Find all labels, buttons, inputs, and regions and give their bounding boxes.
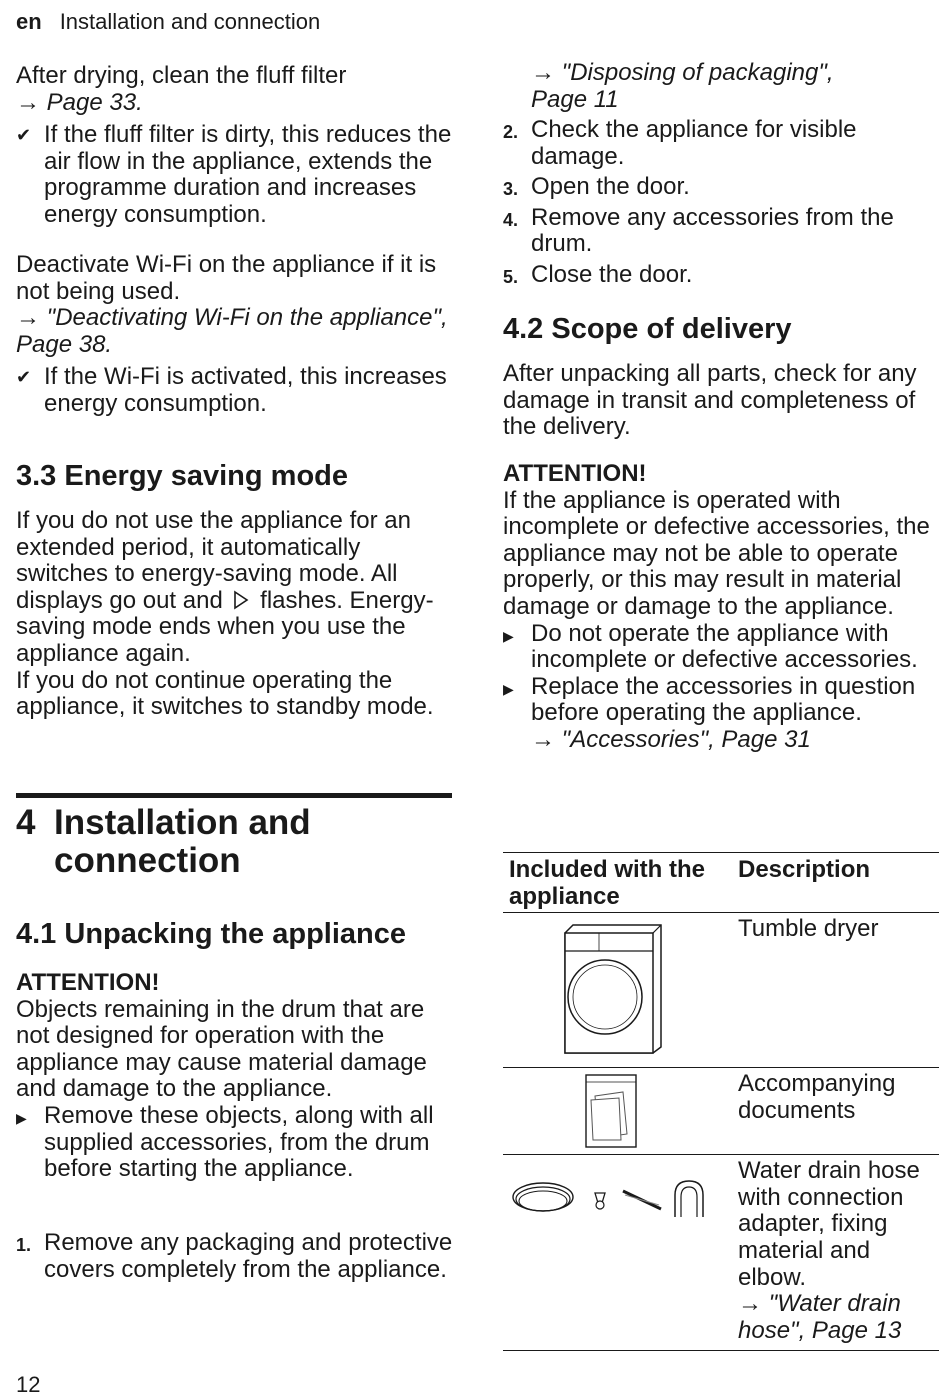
step-item: 2. Check the appliance for visible damage. — [503, 116, 857, 170]
wifi-block — [16, 252, 454, 418]
row-description: Tumble dryer — [738, 915, 879, 943]
table-row — [503, 913, 939, 1068]
bullet-item: ▶ Replace the accessories in question before operating the appliance. — [503, 672, 916, 727]
table-row — [503, 1155, 939, 1351]
wifi-result: ✔ If the Wi-Fi is activated, this increases energy consumption. — [16, 363, 447, 417]
water-drain-page-link[interactable]: → "Water drain hose", Page 13 — [738, 1290, 902, 1344]
energy-block — [16, 508, 454, 721]
checkmark-icon: ✔ — [16, 367, 32, 388]
attention-block-left — [16, 970, 454, 1183]
bullet-item: ▶ Do not operate the appliance with incomplete or defective accessories. — [503, 619, 918, 674]
running-header — [16, 9, 320, 35]
fluff-block — [16, 63, 454, 229]
bullet-arrow-icon: ▶ — [503, 627, 514, 644]
row-description: Water drain hose with connection adapter, fixing material and elbow. — [738, 1157, 920, 1291]
scope-paragraph: After unpacking all parts, check for any damage in transit and completeness of the delivery. — [503, 360, 917, 441]
step-item: 3. Open the door. — [503, 173, 690, 201]
fluff-result: ✔ If the fluff filter is dirty, this reduces the air flow in the appliance, extends the programme duration and increases energy consumption. — [16, 121, 452, 228]
heading-energy-saving: 3.3 Energy saving mode — [16, 460, 349, 492]
play-triangle-icon — [233, 590, 249, 610]
chapter-rule — [16, 793, 452, 798]
row-description: Accompanying documents — [738, 1070, 896, 1124]
header-section-title: Installation and connection — [59, 9, 321, 34]
step-item: 4. Remove any accessories from the drum. — [503, 203, 894, 258]
documents-icon — [585, 1074, 637, 1148]
heading-scope: 4.2 Scope of delivery — [503, 313, 792, 345]
drain-hose-kit-icon — [511, 1177, 713, 1223]
energy-paragraph-2: If you do not continue operating the appliance, it switches to standby mode. — [16, 666, 434, 721]
wifi-page-link[interactable]: → "Deactivating Wi-Fi on the appliance", Page 38. — [16, 304, 448, 358]
scope-table — [503, 852, 939, 1351]
attention-block-right — [503, 461, 939, 754]
step-number: 1. — [16, 1235, 32, 1255]
wifi-instruction: Deactivate Wi-Fi on the appliance if it is not being used. — [16, 251, 437, 305]
attention-text: If the appliance is operated with incomplete or defective accessories, the appliance may not be able to operate properly, or this may result in material damage or damage to the appliance. — [503, 486, 930, 620]
attention-label: ATTENTION! — [503, 460, 647, 487]
language-code: en — [16, 9, 42, 34]
table-row — [503, 1068, 939, 1155]
step-1 — [16, 1230, 454, 1283]
table-header-description: Description — [738, 856, 871, 883]
bullet-arrow-icon: ▶ — [503, 680, 514, 697]
fluff-instruction: After drying, clean the fluff filter — [16, 62, 347, 89]
disposing-page-link[interactable]: → "Disposing of packaging", Page 11 — [531, 59, 834, 113]
energy-paragraph-1: If you do not use the appliance for an extended period, it automatically switches to energy-saving mode. All displays go out and flashes. Energy-saving mode ends when you use the appliance again. — [16, 507, 434, 667]
chapter-number: 4 — [16, 803, 36, 842]
remove-objects-step: ▶ Remove these objects, along with all supplied accessories, from the drum before starting the appliance. — [16, 1101, 434, 1183]
checkmark-icon: ✔ — [16, 125, 32, 146]
bullet-arrow-icon: ▶ — [16, 1109, 27, 1126]
step-text: Remove any packaging and protective covers completely from the appliance. — [44, 1229, 453, 1283]
accessories-page-link[interactable]: → "Accessories", Page 31 — [531, 725, 811, 753]
table-header-included: Included with the appliance — [509, 856, 705, 910]
tumble-dryer-icon — [559, 923, 665, 1055]
step-item: 5. Close the door. — [503, 260, 693, 288]
step-list — [503, 117, 939, 289]
chapter-title: Installation and connection — [54, 803, 311, 880]
heading-unpacking: 4.1 Unpacking the appliance — [16, 918, 406, 950]
page-number: 12 — [16, 1372, 41, 1397]
attention-text: Objects remaining in the drum that are not designed for operation with the appliance may cause material damage and damage to the appliance. — [16, 995, 427, 1103]
heading-installation — [16, 804, 454, 880]
attention-label: ATTENTION! — [16, 969, 160, 996]
fluff-page-link[interactable]: → Page 33. — [16, 88, 143, 116]
